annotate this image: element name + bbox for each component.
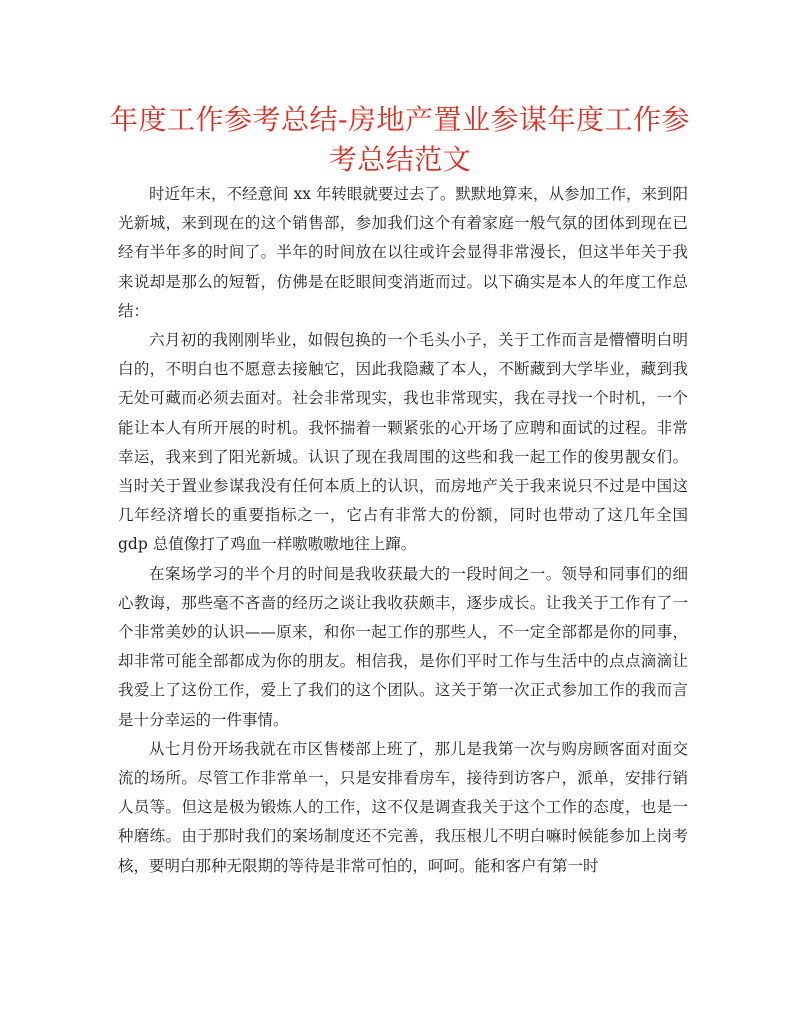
- paragraph-4: 从七月份开场我就在市区售楼部上班了，那儿是我第一次与购房顾客面对面交流的场所。尽管工作非常单一，只是安排看房车，接待到访客户，派单，安排行销人员等。但这是极为锻炼人的工作，这不仅是调查我关于这个工作的态度，也是一种磨练。由于那时我们的案场制度还不完善，我压根儿不明白嘛时候能参加上岗考核，要明白那种无限期的等待是非常可怕的，呵呵。能和客户有第一时: [118, 739, 688, 875]
- document-title: 年度工作参考总结-房地产置业参谋年度工作参考总结范文: [110, 103, 690, 176]
- document-body: [118, 180, 688, 881]
- paragraph-1: 时近年末，不经意间 xx 年转眼就要过去了。默默地算来，从参加工作，来到阳光新城，来到现在的这个销售部，参加我们这个有着家庭一般气氛的团体到现在已经有半年多的时间了。半年的时间放在以往或许会显得非常漫长，但这半年关于我来说却是那么的短暂，仿佛是在眨眼间变消逝而过。以下确实是本人的年度工作总结：: [118, 185, 688, 320]
- paragraph-2: 六月初的我刚刚毕业，如假包换的一个毛头小子，关于工作而言是懵懵明白明白的，不明白也不愿意去接触它，因此我隐藏了本人，不断藏到大学毕业，藏到我无处可藏而必须去面对。社会非常现实，我也非常现实，我在寻找一个时机，一个能让本人有所开展的时机。我怀揣着一颗紧张的心开场了应聘和面试的过程。非常幸运，我来到了阳光新城。认识了现在我周围的这些和我一起工作的俊男靓女们。当时关于置业参谋我没有任何本质上的认识，而房地产关于我来说只不过是中国这几年经济增长的重要指标之一，它占有非常大的份额，同时也带动了这几年全国 gdp 总值像打了鸡血一样嗷嗷嗷地往上蹿。: [118, 331, 688, 554]
- paragraph-3: 在案场学习的半个月的时间是我收获最大的一段时间之一。领导和同事们的细心教诲，那些毫不吝啬的经历之谈让我收获颇丰，逐步成长。让我关于工作有了一个非常美妙的认识——原来，和你一起工作的那些人，不一定全部都是你的同事，却非常可能全部都成为你的朋友。相信我，是你们平时工作与生活中的点点滴滴让我爱上了这份工作，爱上了我们的这个团队。这关于第一次正式参加工作的我而言是十分幸运的一件事情。: [118, 564, 688, 729]
